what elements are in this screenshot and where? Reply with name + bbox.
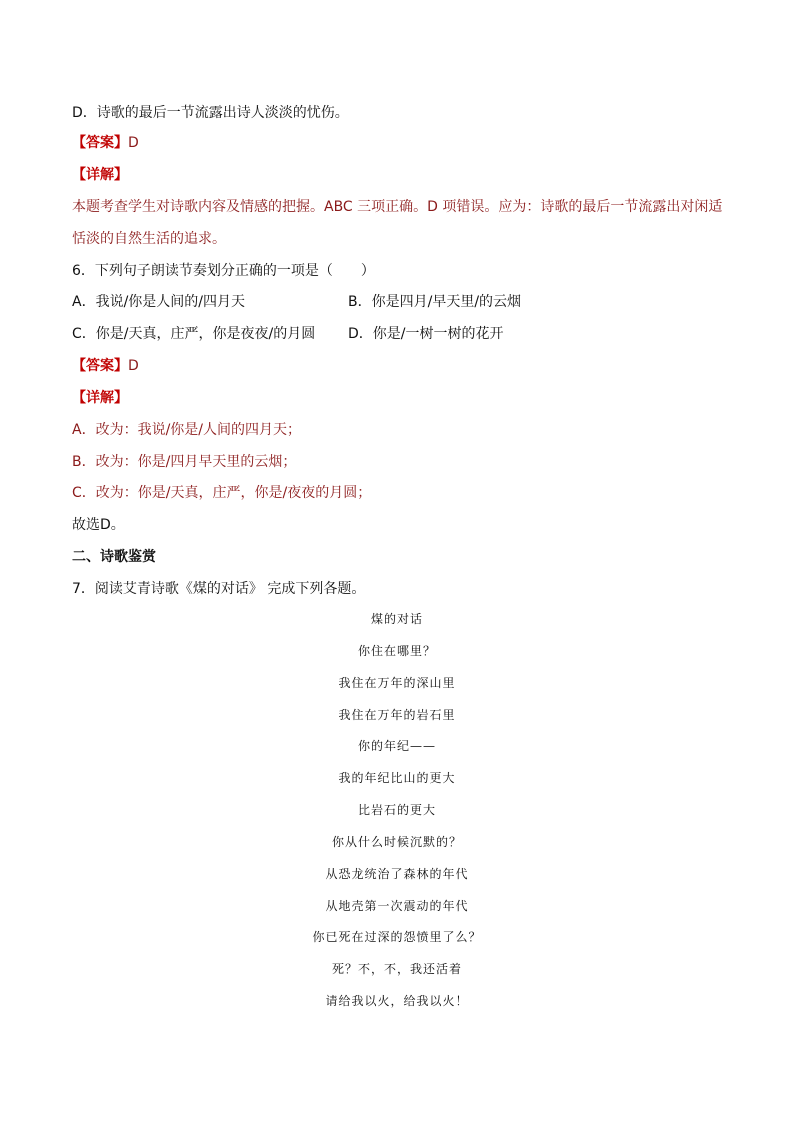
q6-conclusion: 故选D。 (72, 517, 125, 533)
q5-detail-label: 【详解】 (72, 167, 128, 183)
answer-value: D (128, 135, 139, 151)
q6-option-d: D．你是/一树一树的花开 (348, 326, 504, 342)
poem-line: 从地壳第一次震动的年代 (325, 899, 469, 913)
answer-value: D (128, 358, 139, 374)
poem-line: 我住在万年的岩石里 (338, 708, 456, 722)
answer-label: 【答案】 (72, 135, 128, 151)
q6-option-c: C．你是/天真，庄严，你是夜夜/的月圆 (72, 326, 316, 342)
poem-line: 我住在万年的深山里 (338, 676, 456, 690)
q6-option-a: A．我说/你是人间的/四月天 (72, 294, 246, 310)
poem-line: 我的年纪比山的更大 (338, 771, 456, 785)
q5-option-d: D．诗歌的最后一节流露出诗人淡淡的忧伤。 (72, 105, 349, 121)
q5-answer (72, 133, 139, 153)
q6-option-b: B．你是四月/早天里/的云烟 (348, 294, 522, 310)
q5-detail-line-1: 本题考查学生对诗歌内容及情感的把握。ABC 三项正确。D 项错误。应为：诗歌的最后一节流露出对闲适 (72, 199, 723, 215)
poem-line: 请给我以火，给我以火！ (325, 994, 469, 1008)
q6-detail-a: A．改为：我说/你是/人间的四月天； (72, 422, 302, 438)
poem-line: 死？不，不，我还活着 (331, 962, 462, 976)
q6-detail-b: B．改为：你是/四月早天里的云烟； (72, 454, 297, 470)
poem-line: 你从什么时候沉默的？ (331, 835, 462, 849)
section-heading: 二、诗歌鉴赏 (72, 549, 156, 565)
q5-detail-line-2: 恬淡的自然生活的追求。 (72, 231, 226, 247)
poem-line: 比岩石的更大 (357, 803, 436, 817)
q6-detail-label: 【详解】 (72, 390, 128, 406)
poem-line: 你住在哪里？ (357, 644, 436, 658)
answer-label: 【答案】 (72, 358, 128, 374)
q7-question: 7．阅读艾青诗歌《煤的对话》 完成下列各题。 (72, 581, 366, 597)
q6-question: 6．下列句子朗读节奏划分正确的一项是（ ） (72, 263, 375, 279)
q6-answer (72, 356, 139, 376)
poem-line: 从恐龙统治了森林的年代 (325, 867, 469, 881)
q6-detail-c: C．改为：你是/天真，庄严，你是/夜夜的月圆； (72, 485, 372, 501)
poem-line: 你已死在过深的怨愤里了么？ (312, 930, 482, 944)
poem-title: 煤的对话 (370, 612, 423, 626)
poem-line: 你的年纪—— (357, 739, 436, 753)
